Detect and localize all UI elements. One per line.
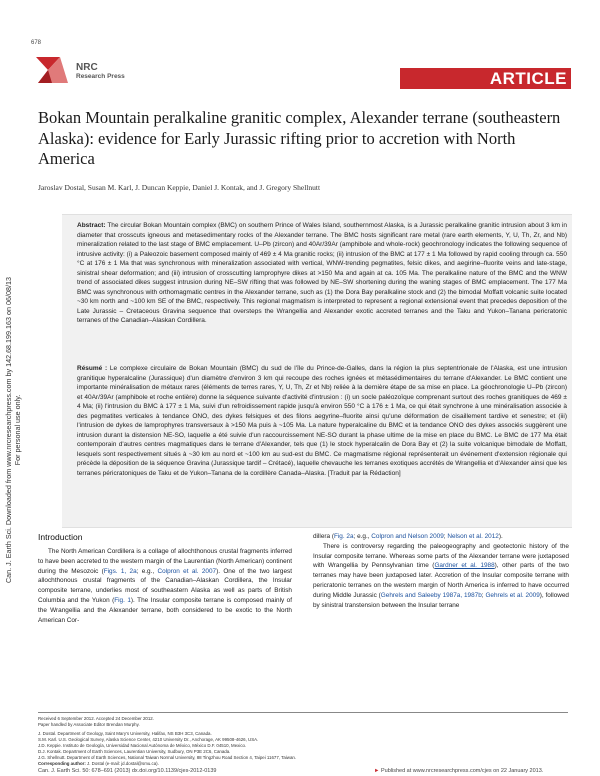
introduction-heading: Introduction bbox=[38, 532, 83, 542]
article-title: Bokan Mountain peralkaline granitic complex, Alexander terrane (southeastern Alaska): evidence for Early Jurassic rifting prior to accretion with North America bbox=[38, 108, 561, 168]
side-note-download-line: Can. J. Earth Sci. Downloaded from www.nrcresearchpress.com by 142.68.199.163 on 06/08/13 bbox=[4, 276, 13, 584]
citation-link[interactable]: Gardner et al. 1988 bbox=[434, 562, 495, 570]
publication-footer bbox=[374, 768, 543, 774]
side-note-personal-use-line: For personal use only. bbox=[13, 394, 22, 466]
abstract-french bbox=[77, 364, 567, 478]
page-number: 678 bbox=[31, 40, 42, 46]
arrow-icon: ► bbox=[374, 768, 380, 774]
nrc-logo-icon bbox=[34, 55, 70, 85]
publication-info: Published at www.nrcresearchpress.com/cjes on 22 January 2013. bbox=[380, 768, 544, 774]
affiliation-kontak: D.J. Kontak. Department of Earth Sciences, Laurentian University, Sudbury, ON P3E 2C6, Canada. bbox=[38, 749, 231, 754]
resume-text: Le complexe circulaire de Bokan Mountain (BMC) du sud de l'île du Prince-de-Galles, dans la région la plus septentrionale de l'Alaska, est une intrusion granitique hyperalcaline (Jurassique) d'un diamètre d'environ 3 km qui recoupe des roches ignées et métasédimentaires du terrane d'Alexander. Le BMC contient une importante minéralisation de métaux rares (éléments de terres rares, Y, U, Th, Zr et Nb) reliée à la dernière étape de sa mise en place. La géochronologie U–Pb (zircon) et 40Ar/39Ar (amphibole et roche entière) donne la séquence suivante d'activité d'intrusion : (i) un socle paléozoïque comprenant surtout des roches granitiques de 469 ± 4 Ma; (ii) l'intrusion du BMC à 177 ± 1 Ma, suivi d'un refroidissement rapide jusqu'à environ 550 °C à 176 ± 1 Ma, ce qui était synchrone à une minéralisation associée à des pegmatites verticales à tendance ONO, des dykes felsiques et des filons aegyrine–fluorite ainsi qu'une déformation de cisaillement tardive et senestre; et (iii) l'intrusion de dykes de lamprophyres transversaux à >150 Ma puis à ~105 Ma. La nature hyperalcaline du BMC et la tendance ONO des dykes associés suggèrent une intrusion durant la distension NE-SO, laquelle a été suivie d'un raccourcissement NE-SO durant la phase ultime de la mise en place du BMC. Le BMC de 177 Ma était contemporain d'autres centres magmatiques dans le terrane d'Alexander, tels que (1) le stock hyperalcalin de Dora Bay et (2) la suite volcanique bimodale de Moffatt, lesquels sont respectivement situés à ~30 km au nord et ~100 km au sud-est du BMC. Ce magmatisme régional représenterait un événement d'extension régionale qui précède la déposition de la séquence Gravina (Jurassique tardif – Crétacé), laquelle chevauche les terranes exotiques accrétés de Wrangellia et d'Alexander ainsi que les terranes péricratoniques de Taku et de Yukon–Tanana de la cordillère Canada–Alaska. [Traduit par la Rédaction] bbox=[77, 365, 568, 477]
citation-link[interactable]: Gehrels and Saleeby 1987a, 1987b bbox=[380, 591, 482, 599]
citation-link[interactable]: Figs. 1, 2a bbox=[103, 567, 137, 575]
author-list: Jaroslav Dostal, Susan M. Karl, J. Duncan Keppie, Daniel J. Kontak, and J. Gregory Shellnutt bbox=[38, 183, 321, 192]
logo-research-press-text: Research Press bbox=[76, 73, 125, 80]
abstract-english bbox=[77, 221, 567, 326]
download-side-note bbox=[4, 170, 26, 690]
intro-paragraph-2: There is controversy regarding the paleogeography and geotectonic history of the Insular composite terrane. Whereas some parts of the Alexander terrane were juxtaposed with Wrangellia by Pennsylvanian time (Gardner et al. 1988), other parts of the two terranes may have been juxtaposed later. Accretion of the Insular composite terrane with pericratonic terranes on the western margin of North America is inferred to have occurred during Middle Jurassic (Gehrels and Saleeby 1987a, 1987b; Gehrels et al. 2009), followed by sinistral transtension between the Insular terrane bbox=[313, 542, 569, 609]
abstract-text: The circular Bokan Mountain complex (BMC) on southern Prince of Wales Island, southernmost Alaska, is a Jurassic peralkaline granitic intrusion about 3 km in diameter that crosscuts igneous and metasedimentary rocks of the Alexander terrane. The BMC hosts significant rare metal (rare earth elements, Y, U, Th, Zr, and Nb) mineralization related to the last stage of BMC emplacement. U–Pb (zircon) and 40Ar/39Ar (amphibole and whole-rock) geochronology indicates the following sequence of intrusive activity: (i) a Paleozoic basement composed mainly of 469 ± 4 Ma granitic rocks; (ii) intrusion of the BMC at 177 ± 1 Ma followed by rapid cooling through ca. 550 °C at 176 ± 1 Ma that was synchronous with mineralization associated with vertical, WNW-trending pegmatites, felsic dikes, and aegirine–fluorite veins and late-stage, sinistral shear deformation; and (iii) intrusion of crosscutting lamprophyre dikes at >150 Ma and again at ca. 105 Ma. The peralkaline nature of the BMC and the WNW trend of associated dikes suggest intrusion during NE–SW rifting that was followed by NE–SW shortening during the waning stages of BMC emplacement. The 177 Ma BMC was synchronous with orthomagmatic centres in the Alexander terrane, such as (1) the Dora Bay peralkaline stock and (2) the bimodal Moffatt volcanic suite located ~30 km north and ~100 km SE of the BMC, respectively. This regional magmatism is interpreted to represent a regional extensional event that precedes deposition of the Late Jurassic – Cretaceous Gravina sequence that oversteps the Wrangellia and Alexander exotic accreted terranes and the Taku and Yukon–Tanana pericratonic terranes of the Canadian–Alaskan Cordillera. bbox=[77, 222, 567, 324]
affiliation-shellnutt: J.G. Shellnutt. Department of Earth Sciences, National Taiwan Normal University, 88 Tingzhou Road Section 4, Taipei 11677, Taiwan. bbox=[38, 755, 297, 760]
handling-editor: Paper handled by Associate Editor Brendan Murphy. bbox=[38, 722, 140, 727]
intro-paragraph-1: The North American Cordillera is a collage of allochthonous crustal fragments inferred to have been accreted to the western margin of the Laurentian (North American) continent during the Mesozoic (Figs. 1, 2a; e.g., Colpron et al. 2007). One of the two largest allochthonous crustal fragments of the Canadian–Alaskan Cordillera, the Insular composite terrane, underlies most of southeastern Alaska as well as parts of British Columbia and the Yukon (Fig. 1). The Insular composite terrane is composed mainly of the Wrangellia and the Alexander terrane, both considered to be exotic to the North American Cor- bbox=[38, 548, 292, 624]
logo-nrc-text: NRC bbox=[76, 62, 98, 73]
citation-link[interactable]: Gehrels et al. 2009 bbox=[485, 591, 540, 599]
article-type-banner: ARTICLE bbox=[400, 68, 571, 89]
received-date: Received 6 September 2012. Accepted 24 December 2012. bbox=[38, 716, 154, 721]
affiliation-dostal: J. Dostal. Department of Geology, Saint Mary's University, Halifax, NS B3H 3C3, Canada. bbox=[38, 731, 212, 736]
abstract-label: Abstract: bbox=[77, 222, 106, 229]
citation-link[interactable]: Colpron and Nelson 2009 bbox=[371, 533, 444, 540]
affiliation-keppie: J.D. Keppie. Instituto de Geología, Universidad Nacional Autónoma de México, México D.F. 04510, Mexico. bbox=[38, 743, 247, 748]
affiliation-karl: S.M. Karl. U.S. Geological Survey, Alaska Science Center, 4210 University Dr., Anchorage, AK 99508-4626, USA. bbox=[38, 737, 259, 742]
citation-link[interactable]: Nelson et al. 2012 bbox=[447, 533, 499, 540]
nrc-research-press-logo bbox=[34, 55, 144, 95]
body-column-left bbox=[38, 532, 292, 625]
citation-link[interactable]: Colpron et al. 2007 bbox=[157, 567, 217, 575]
corresponding-author: Corresponding author: J. Dostal (e-mail: jd.dostal@smu.ca). bbox=[38, 761, 159, 766]
footnotes bbox=[38, 712, 568, 767]
body-column-right bbox=[313, 532, 569, 610]
citation-link[interactable]: Fig. 2a bbox=[333, 533, 354, 540]
citation-link[interactable]: Fig. 1 bbox=[114, 596, 131, 604]
intro-paragraph-1-continued: dillera (Fig. 2a; e.g., Colpron and Nelson 2009; Nelson et al. 2012). bbox=[313, 533, 503, 540]
journal-citation-footer: Can. J. Earth Sci. 50: 678–691 (2013) dx.doi.org/10.1139/cjes-2012-0139 bbox=[38, 768, 217, 774]
resume-label: Résumé : bbox=[77, 365, 108, 372]
